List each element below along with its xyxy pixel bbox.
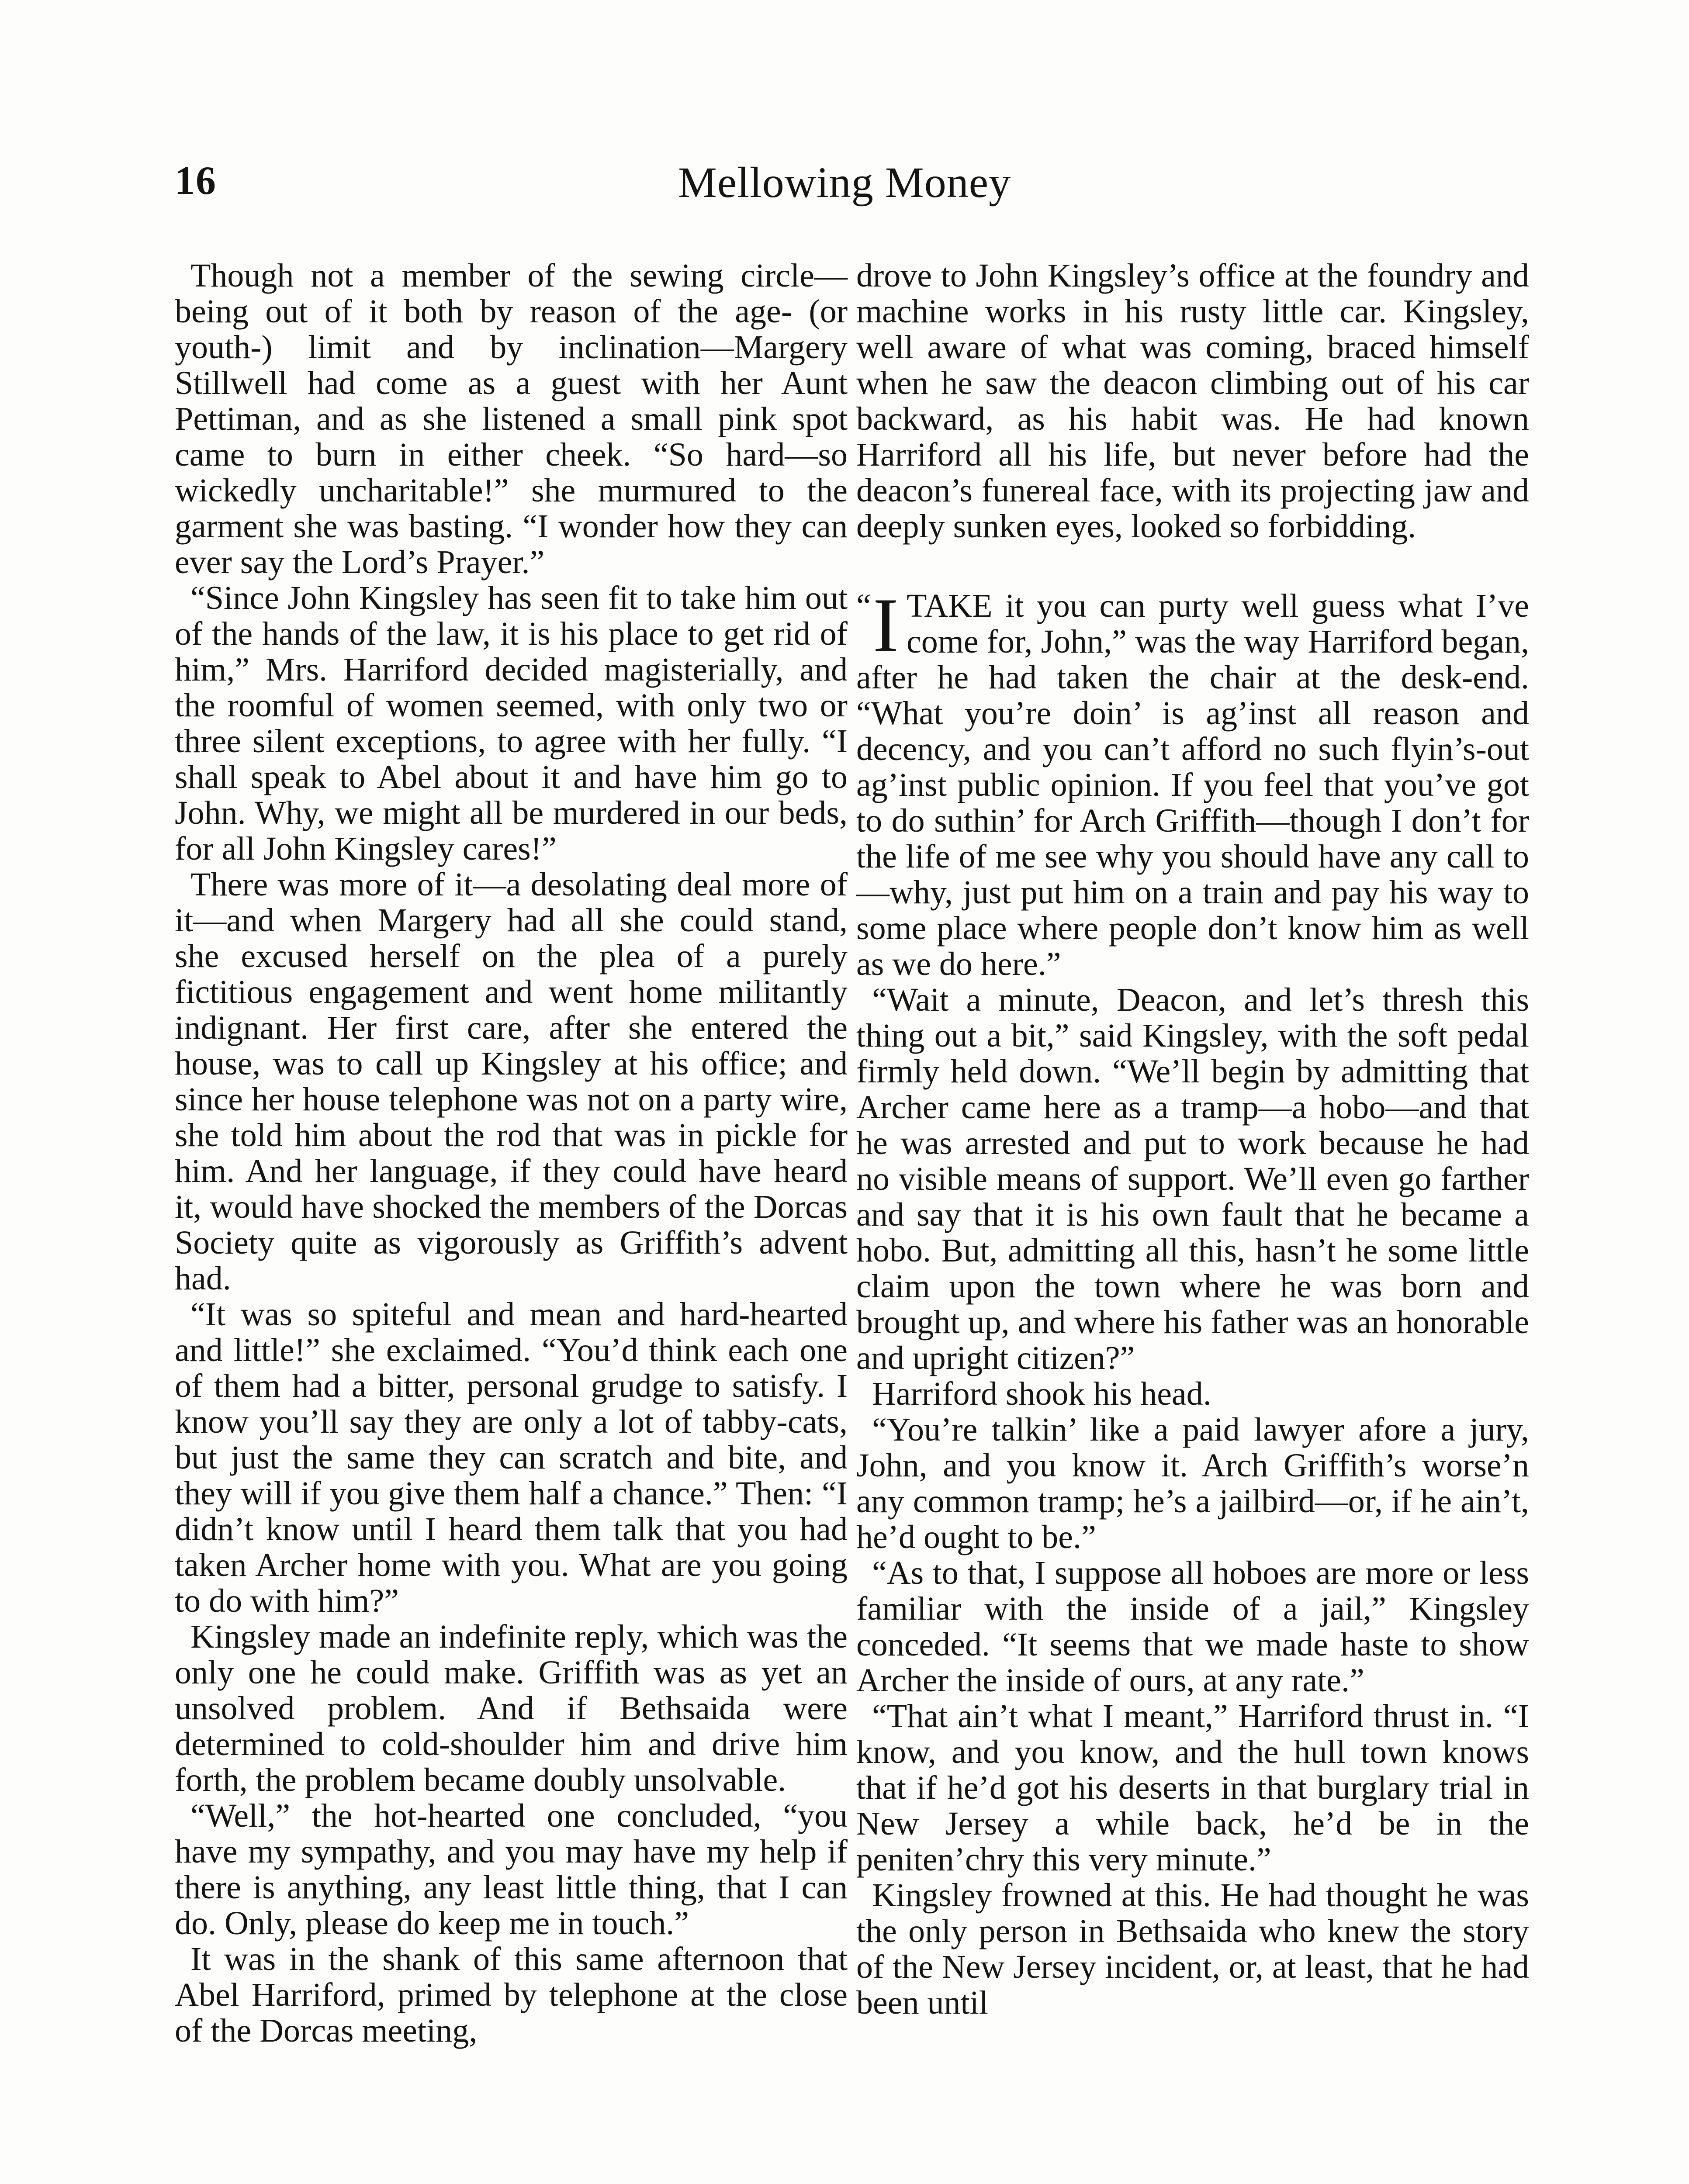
- paragraph: It was in the shank of this same afternoon that Abel Harriford, primed by telephone at the close of the Dorcas meeting,: [175, 1941, 848, 2049]
- paragraph: “It was so spiteful and mean and hard-hearted and little!” she exclaimed. “You’d think each one of them had a bitter, personal grudge to satisfy. I know you’ll say they are only a lot of tabby-cats, but just the same they can scratch and bite, and they will if you give them half a chance.” Then: “I didn’t know until I heard them talk that you had taken Archer home with you. What are you going to do with him?”: [175, 1296, 848, 1619]
- paragraph: Kingsley frowned at this. He had thought he was the only person in Bethsaida who knew the story of the New Jersey incident, or, at least, that he had been until: [856, 1877, 1529, 2021]
- paragraph: Though not a member of the sewing circle—being out of it both by reason of the age- (or youth-) limit and by inclination—Margery Stillwell had come as a guest with her Aunt Pettiman, and as she listened a small pink spot came to burn in either cheek. “So hard—so wickedly uncharitable!” she murmured to the garment she was basting. “I wonder how they can ever say the Lord’s Prayer.”: [175, 257, 848, 581]
- paragraph: “Wait a minute, Deacon, and let’s thresh this thing out a bit,” said Kingsley, with the soft pedal firmly held down. “We’ll begin by admitting that Archer came here as a tramp—a hobo—and that he was arrested and put to work because he had no visible means of support. We’ll even go farther and say that it is his own fault that he became a hobo. But, admitting all this, hasn’t he some little claim upon the town where he was born and brought up, and where his father was an honorable and upright citizen?”: [856, 981, 1529, 1376]
- running-title: Mellowing Money: [678, 158, 1011, 207]
- dropcap-paragraph-text: TAKE it you can purty well guess what I’ve come for, John,” was the way Harriford began, after he had taken the chair at the desk-end. “What you’re doin’ is ag’inst all reason and decency, and you can’t afford no such flyin’s-out ag’inst public opinion. If you feel that you’ve got to do suthin’ for Arch Griffith—though I don’t for the life of me see why you should have any call to—why, just put him on a train and pay his way to some place where people don’t know him as well as we do here.”: [856, 587, 1529, 982]
- left-column: [175, 258, 848, 2049]
- page-header: [0, 157, 1689, 227]
- paragraph: “As to that, I suppose all hoboes are more or less familiar with the inside of a jail,” Kingsley conceded. “It seems that we made haste to show Archer the inside of ours, at any rate.”: [856, 1555, 1529, 1699]
- dropcap-open-quote: “: [856, 587, 871, 624]
- paragraph: “That ain’t what I meant,” Harriford thrust in. “I know, and you know, and the hull town knows that if he’d got his deserts in that burglary trial in New Jersey a while back, he’d be in the peniten’chry this very minute.”: [856, 1698, 1529, 1878]
- paragraph: “Since John Kingsley has seen fit to take him out of the hands of the law, it is his place to get rid of him,” Mrs. Harriford decided magisterially, and the roomful of women seemed, with only two or three silent exceptions, to agree with her fully. “I shall speak to Abel about it and have him go to John. Why, we might all be murdered in our beds, for all John Kingsley cares!”: [175, 580, 848, 867]
- paragraph: Kingsley made an indefinite reply, which was the only one he could make. Griffith was as yet an unsolved problem. And if Bethsaida were determined to cold-shoulder him and drive him forth, the problem became doubly unsolvable.: [175, 1618, 848, 1798]
- paragraph: drove to John Kingsley’s office at the foundry and machine works in his rusty little car. Kingsley, well aware of what was coming, braced himself when he saw the deacon climbing out of his car backward, as his habit was. He had known Harriford all his life, but never before had the deacon’s funereal face, with its projecting jaw and deeply sunken eyes, looked so forbidding.: [856, 257, 1529, 545]
- right-column: [856, 258, 1529, 2021]
- paragraph: “You’re talkin’ like a paid lawyer afore a jury, John, and you know it. Arch Griffith’s worse’n any common tramp; he’s a jailbird—or, if he ain’t, he’d ought to be.”: [856, 1411, 1529, 1555]
- paragraph: Harriford shook his head.: [872, 1375, 1211, 1412]
- dropcap-letter: I: [872, 582, 899, 668]
- paragraph: There was more of it—a desolating deal more of it—and when Margery had all she could stand, she excused herself on the plea of a purely fictitious engagement and went home militantly indignant. Her first care, after she entered the house, was to call up Kingsley at his office; and since her house telephone was not on a party wire, she told him about the rod that was in pickle for him. And her language, if they could have heard it, would have shocked the members of the Dorcas Society quite as vigorously as Griffith’s advent had.: [175, 866, 848, 1297]
- paragraph: “Well,” the hot-hearted one concluded, “you have my sympathy, and you may have my help if there is anything, any least little thing, that I can do. Only, please do keep me in touch.”: [175, 1797, 848, 1942]
- dropcap-paragraph: [856, 582, 1529, 982]
- page-number: 16: [175, 158, 217, 203]
